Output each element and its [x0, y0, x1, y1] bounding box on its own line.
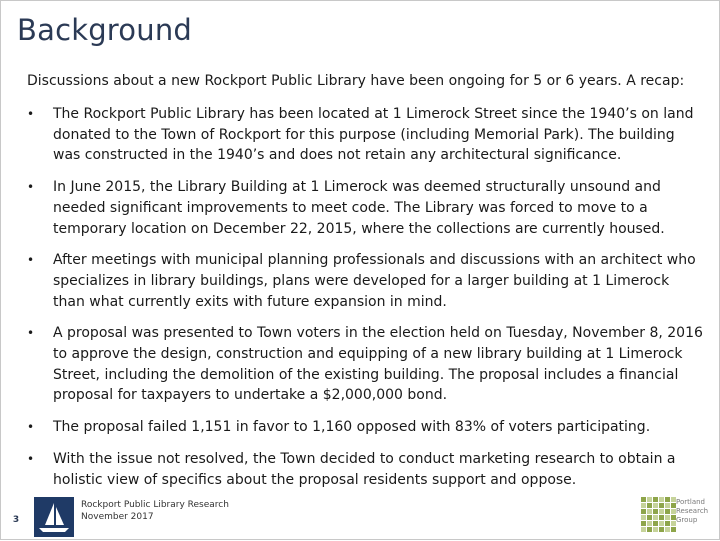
bullet-marker: • [27, 420, 35, 435]
library-logo-icon [34, 497, 74, 537]
slide-title: Background [17, 13, 193, 47]
bullet-item [27, 177, 703, 239]
bullet-text: The Rockport Public Library has been located at 1 Limerock Street since the 1940’s on land donated to the Town of Rockport for this purpose (including Memorial Park). The building was constructed in the 1940’s and does not retain any architectural significance. [53, 106, 694, 164]
intro-text: Discussions about a new Rockport Public Library have been ongoing for 5 or 6 years. A recap: [27, 73, 685, 89]
bullet-text: With the issue not resolved, the Town decided to conduct marketing research to obtain a holistic view of specifics about the proposal residents support and oppose. [53, 450, 676, 488]
bullet-marker: • [27, 180, 35, 195]
logo-grid-icon [641, 497, 673, 529]
logo-wordmark: Portland Research Group [676, 498, 709, 524]
bullet-marker: • [27, 451, 35, 466]
bullet-item [27, 417, 703, 438]
bullet-marker: • [27, 326, 35, 341]
bullet-text: The proposal failed 1,151 in favor to 1,160 opposed with 83% of voters participating. [53, 419, 651, 436]
bullet-marker: • [27, 253, 35, 268]
page-number: 3 [12, 515, 20, 525]
footer-date: November 2017 [81, 512, 154, 522]
bullet-text: A proposal was presented to Town voters in the election held on Tuesday, November 8, 2016 to approve the design, construction and equipping of a new library building at 1 Limerock Street, including the demolition of the existing building. The proposal includes a financial proposal for taxpayers to undertake a $2,000,000 bond. [53, 325, 703, 404]
bullet-text: After meetings with municipal planning professionals and discussions with an architect who specializes in library buildings, plans were developed for a larger building at 1 Limerock than what currently exits with future expansion in mind. [53, 252, 696, 310]
footer-title: Rockport Public Library Research [81, 500, 229, 510]
bullet-item [27, 449, 703, 490]
bullet-marker: • [27, 107, 35, 121]
bullet-text: In June 2015, the Library Building at 1 Limerock was deemed structurally unsound and needed significant improvements to meet code. The Library was forced to move to a temporary location on December 22, 2015, where the collections are currently housed. [53, 179, 665, 237]
bullet-item [27, 250, 703, 312]
bullet-item [27, 323, 703, 406]
bullet-item [27, 104, 703, 166]
footer-text [81, 499, 229, 523]
slide-footer [1, 495, 719, 539]
bullet-list [27, 104, 703, 501]
portland-research-group-logo [641, 497, 711, 537]
